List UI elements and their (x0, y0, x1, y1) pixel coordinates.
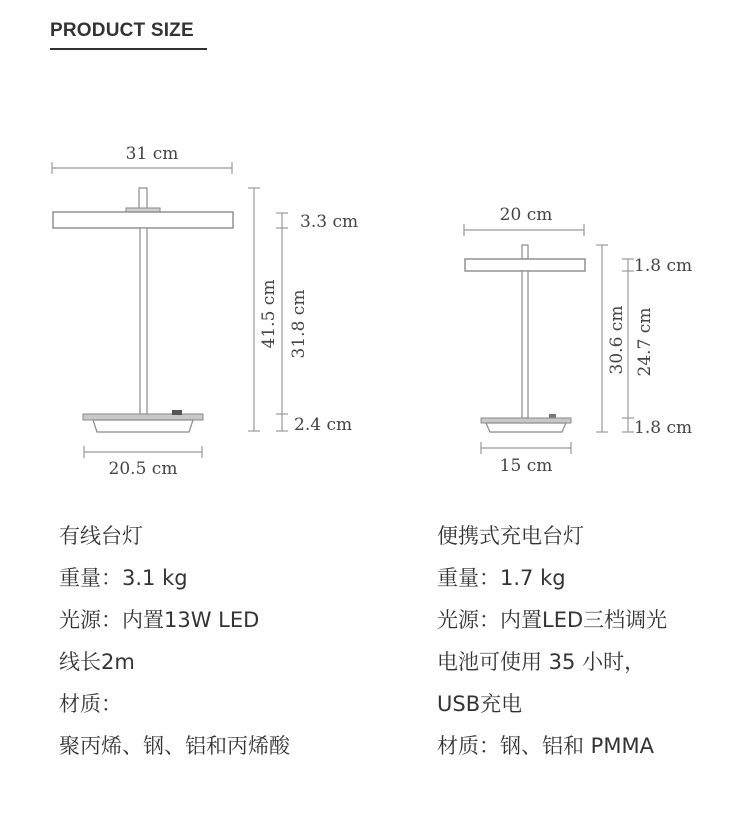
small-shade-width-label: 20 cm (499, 205, 553, 225)
large-lamp-base-top (83, 414, 203, 420)
large-base-width-dimension (84, 446, 202, 458)
small-total-height-label: 30.6 cm (607, 305, 627, 375)
small-spec-charging: USB充电 (437, 692, 523, 716)
large-base-height-label: 2.4 cm (294, 415, 353, 435)
small-lamp-base-top (481, 418, 571, 423)
large-lamp-base (93, 420, 193, 432)
large-lamp-pole (140, 228, 147, 414)
small-spec-material: 材质：钢、铝和 PMMA (437, 734, 654, 758)
small-lamp-drawing (464, 205, 692, 476)
large-total-height-label: 41.5 cm (259, 279, 279, 349)
small-spec-battery: 电池可使用 35 小时， (437, 650, 646, 674)
large-spec-cord-length: 线长2m (59, 650, 135, 674)
large-spec-light-source: 光源：内置13W LED (59, 608, 260, 632)
section-title: PRODUCT SIZE (50, 20, 194, 41)
large-lamp-top-knob (139, 188, 147, 210)
small-base-width-label: 15 cm (499, 456, 553, 476)
small-lamp-top-knob (522, 245, 528, 259)
large-lamp-drawing (52, 144, 358, 479)
large-lamp-switch (172, 410, 182, 415)
small-lamp-pole (522, 271, 528, 418)
small-spec-light-source: 光源：内置LED三档调光 (437, 608, 668, 632)
large-shade-width-label: 31 cm (125, 144, 179, 164)
large-pole-height-label: 31.8 cm (289, 289, 309, 359)
large-base-width-label: 20.5 cm (108, 459, 178, 479)
large-spec-material: 聚丙烯、钢、铝和丙烯酸 (59, 734, 290, 758)
small-shade-height-label: 1.8 cm (634, 256, 693, 276)
small-shade-width-dimension (464, 224, 584, 236)
small-lamp-base (486, 423, 566, 432)
small-spec-type: 便携式充电台灯 (437, 524, 584, 548)
small-pole-height-label: 24.7 cm (635, 307, 655, 377)
large-spec-weight: 重量：3.1 kg (59, 566, 188, 590)
small-spec-weight: 重量：1.7 kg (437, 566, 566, 590)
small-lamp-shade (465, 259, 585, 271)
small-lamp-switch (549, 414, 556, 418)
large-lamp-shade (53, 212, 233, 228)
large-spec-material-label: 材质： (59, 692, 122, 716)
large-spec-type: 有线台灯 (59, 524, 143, 548)
small-base-height-label: 1.8 cm (634, 418, 693, 438)
small-base-width-dimension (481, 442, 571, 454)
large-shade-height-label: 3.3 cm (300, 212, 359, 232)
